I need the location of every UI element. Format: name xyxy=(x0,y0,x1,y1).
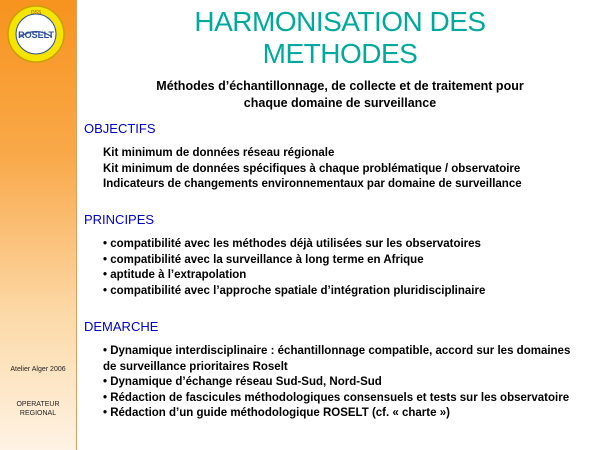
sidebar-role-line1: OPERATEUR xyxy=(16,401,60,408)
section-heading-objectifs: OBJECTIFS xyxy=(84,121,156,136)
page-subtitle-line1: Méthodes d’échantillonnage, de collecte et de traitement pour xyxy=(156,79,524,93)
section-heading-principes: PRINCIPES xyxy=(84,212,155,227)
list-item: • Dynamique d’échange réseau Sud-Sud, Nord-Sud xyxy=(103,376,382,388)
list-item: • Dynamique interdisciplinaire : échantillonnage compatible, accord sur les domaines de surveillance prioritaires Roselt xyxy=(103,345,571,373)
page-title-line2: METHODES xyxy=(262,38,418,69)
section-demarche-list xyxy=(103,344,573,422)
sidebar-role xyxy=(0,400,76,418)
page-subtitle xyxy=(110,78,570,112)
list-item: • compatibilité avec les méthodes déjà utilisées sur les observatoires xyxy=(103,238,481,250)
page-title xyxy=(130,6,550,70)
logo-text: ROSELT xyxy=(18,30,54,40)
list-item: • compatibilité avec l’approche spatiale d’intégration pluridisciplinaire xyxy=(103,284,486,297)
sidebar-role-line2: REGIONAL xyxy=(19,410,57,417)
list-item: • Rédaction de fascicules méthodologiques consensuels et tests sur les observatoire xyxy=(103,391,570,404)
sidebar xyxy=(0,0,76,450)
list-item: Kit minimum de données réseau régionale xyxy=(103,147,335,159)
sidebar-venue: Atelier Alger 2006 xyxy=(10,366,66,373)
list-item: • aptitude à l’extrapolation xyxy=(103,269,247,281)
page-subtitle-line2: chaque domaine de surveillance xyxy=(243,96,437,110)
list-item: • compatibilité avec la surveillance à long terme en Afrique xyxy=(103,253,424,266)
roselt-logo xyxy=(6,4,66,64)
list-item: Indicateurs de changements environnementaux par domaine de surveillance xyxy=(103,178,522,190)
section-heading-demarche: DEMARCHE xyxy=(84,319,159,334)
sidebar-divider xyxy=(76,0,77,450)
list-item: Kit minimum de données spécifiques à chaque problématique / observatoire xyxy=(103,162,521,175)
list-item: • Rédaction d’un guide méthodologique ROSELT (cf. « charte ») xyxy=(103,407,450,419)
section-principes-list xyxy=(103,237,593,299)
page-title-line1: HARMONISATION DES xyxy=(194,6,486,37)
logo-ring-text: OSS xyxy=(30,10,42,16)
section-objectifs-list xyxy=(103,146,593,193)
